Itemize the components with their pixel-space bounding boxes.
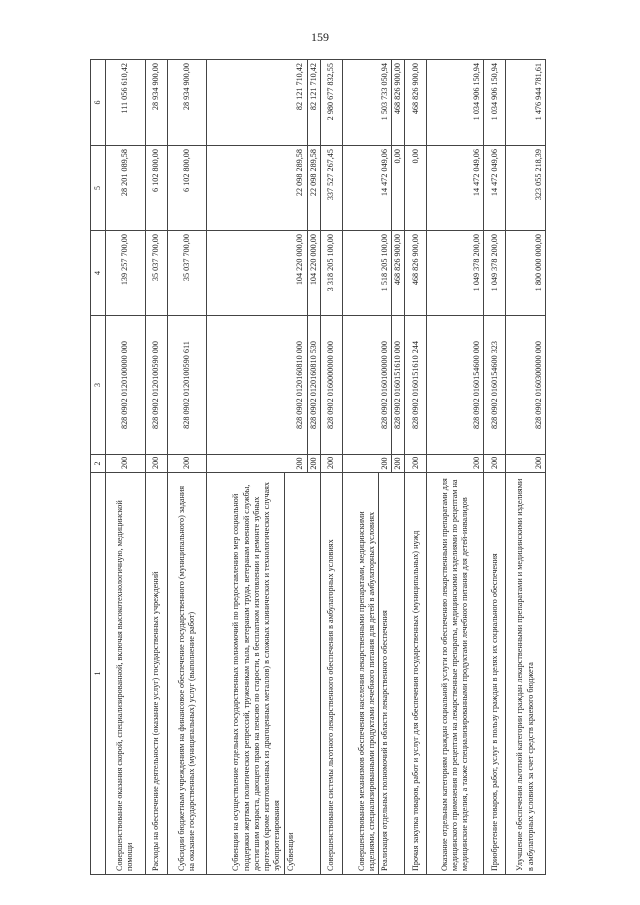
row-value-4: 139 257 700,00 bbox=[106, 231, 146, 316]
table-row bbox=[343, 60, 405, 875]
row-kbk: 828 0902 0120100590 611 bbox=[167, 316, 207, 455]
row-value-6-stack bbox=[207, 60, 321, 146]
row-value-4: 468 826 900,00 bbox=[391, 231, 404, 315]
row-value-5: 22 098 289,58 bbox=[295, 149, 305, 197]
row-kbk-stack bbox=[207, 316, 321, 455]
table-row bbox=[427, 60, 484, 875]
header-cell: 2 bbox=[91, 455, 106, 473]
row-value-4: 104 220 000,00 bbox=[307, 231, 320, 315]
row-code-stack bbox=[207, 455, 321, 473]
row-value-5: 22 098 289,58 bbox=[307, 146, 320, 230]
row-code: 200 bbox=[320, 455, 342, 473]
row-name: Расходы на обеспечение деятельности (оказание услуг) государственных учреждений bbox=[145, 473, 167, 875]
row-value-5: 0,00 bbox=[405, 146, 427, 231]
row-name: Оказание отдельным категориям граждан социальной услуги по обеспечению лекарственными препаратами для медицинского применения по рецептам на лекарственные препараты, медицинскими изделиями по рецептам на медицинские изделия, а также специализированными продуктами лечебного питания для детей-инвалидов bbox=[427, 473, 484, 875]
row-kbk: 828 0902 0160154600 323 bbox=[484, 316, 506, 455]
page-number: 159 bbox=[311, 30, 329, 44]
row-value-6: 1 476 944 781,61 bbox=[506, 60, 546, 146]
row-kbk: 828 0902 0160154600 000 bbox=[427, 316, 484, 455]
budget-table bbox=[90, 59, 546, 875]
row-kbk: 828 0902 0160000000 000 bbox=[320, 316, 342, 455]
row-kbk: 828 0902 0120160810 530 bbox=[307, 316, 320, 454]
rotated-table-wrapper bbox=[90, 60, 546, 875]
row-name: Субвенции на осуществление отдельных государственных полномочий по предоставлению мер социальной поддержки жертвам политических репрессий, труженикам тыла, ветеранам труда, ветеранам военной службы, достигшим возраста, дающего право на пенсию по старости, в бесплатном изготовлении и ремонте зубных протезов (кроме изготовленных из драгоценных металлов) в сложных клинических и технологических случаях зубопротезирования bbox=[231, 481, 282, 871]
header-cell: 6 bbox=[91, 60, 106, 146]
row-value-4: 104 220 000,00 bbox=[295, 234, 305, 286]
table-row bbox=[506, 60, 546, 875]
header-cell: 4 bbox=[91, 231, 106, 316]
row-value-4: 468 826 900,00 bbox=[405, 231, 427, 316]
row-name: Реализация отдельных полномочий в области лекарственного обеспечения bbox=[378, 473, 391, 874]
row-value-6: 1 034 906 150,94 bbox=[427, 60, 484, 146]
row-value-4: 1 518 205 100,00 bbox=[379, 234, 389, 292]
row-value-6: 1 503 733 050,94 bbox=[379, 63, 389, 121]
row-code: 200 bbox=[427, 455, 484, 473]
row-value-5: 28 201 089,58 bbox=[106, 146, 146, 231]
row-code: 200 bbox=[145, 455, 167, 473]
table-row bbox=[207, 60, 321, 875]
row-name-stack bbox=[207, 473, 321, 875]
row-kbk: 828 0902 0120100590 000 bbox=[145, 316, 167, 455]
row-value-4: 1 049 378 200,00 bbox=[427, 231, 484, 316]
row-kbk: 828 0902 0160151610 244 bbox=[405, 316, 427, 455]
row-value-4: 35 037 700,00 bbox=[167, 231, 207, 316]
row-code: 200 bbox=[506, 455, 546, 473]
table-row bbox=[405, 60, 427, 875]
row-name: Прочая закупка товаров, работ и услуг для обеспечения государственных (муниципальных) нужд bbox=[405, 473, 427, 875]
row-code: 200 bbox=[379, 457, 389, 470]
row-value-6: 28 934 900,00 bbox=[167, 60, 207, 146]
table-row bbox=[484, 60, 506, 875]
row-code: 200 bbox=[391, 455, 404, 472]
row-value-5: 0,00 bbox=[391, 146, 404, 230]
row-value-4: 3 318 205 100,00 bbox=[320, 231, 342, 316]
row-value-6: 468 826 900,00 bbox=[405, 60, 427, 146]
row-value-6: 82 121 710,42 bbox=[307, 60, 320, 145]
row-value-5-stack bbox=[343, 146, 405, 231]
row-value-5: 14 472 049,06 bbox=[427, 146, 484, 231]
row-value-5: 14 472 049,06 bbox=[379, 149, 389, 197]
table-row bbox=[167, 60, 207, 875]
row-value-4-stack bbox=[343, 231, 405, 316]
row-code: 200 bbox=[307, 455, 320, 472]
row-value-5-stack bbox=[207, 146, 321, 231]
row-value-6: 1 034 906 150,94 bbox=[484, 60, 506, 146]
row-kbk-stack bbox=[343, 316, 405, 455]
row-code: 200 bbox=[484, 455, 506, 473]
row-name: Улучшение обеспечения льготной категории граждан лекарственными препаратами и медицинскими изделиями в амбулаторных условиях за счет средств краевого бюджета bbox=[506, 473, 546, 875]
row-name: Приобретение товаров, работ, услуг в пользу граждан в целях их социального обеспечения bbox=[484, 473, 506, 875]
row-value-6: 2 980 677 832,55 bbox=[320, 60, 342, 146]
header-cell: 1 bbox=[91, 473, 106, 875]
row-value-6: 111 056 610,42 bbox=[106, 60, 146, 146]
row-value-6: 468 826 900,00 bbox=[391, 60, 404, 145]
row-value-5: 6 102 800,00 bbox=[145, 146, 167, 231]
row-code: 200 bbox=[106, 455, 146, 473]
table-header-row bbox=[91, 60, 106, 875]
row-value-5: 6 102 800,00 bbox=[167, 146, 207, 231]
row-code: 200 bbox=[295, 457, 305, 470]
row-value-5: 337 527 267,45 bbox=[320, 146, 342, 231]
row-value-4: 1 800 000 000,00 bbox=[506, 231, 546, 316]
row-code-stack bbox=[343, 455, 405, 473]
row-name: Субсидии бюджетным учреждениям на финансовое обеспечение государственного (муниципального) задания на оказание государственных (муниципальных) услуг (выполнение работ) bbox=[167, 473, 207, 875]
row-code: 200 bbox=[405, 455, 427, 473]
row-value-6: 28 934 900,00 bbox=[145, 60, 167, 146]
row-value-4: 35 037 700,00 bbox=[145, 231, 167, 316]
row-value-5: 323 055 218,39 bbox=[506, 146, 546, 231]
row-kbk: 828 0902 0120100000 000 bbox=[106, 316, 146, 455]
header-cell: 5 bbox=[91, 146, 106, 231]
table-row bbox=[145, 60, 167, 875]
row-value-5: 14 472 049,06 bbox=[484, 146, 506, 231]
row-name: Совершенствование системы льготного лекарственного обеспечения в амбулаторных условиях bbox=[320, 473, 342, 875]
header-cell: 3 bbox=[91, 316, 106, 455]
table-row bbox=[320, 60, 342, 875]
row-name: Субвенции bbox=[284, 473, 297, 874]
row-value-6-stack bbox=[343, 60, 405, 146]
row-name-stack bbox=[343, 473, 405, 875]
row-name: Совершенствование механизмов обеспечения населения лекарственными препаратами, медицинскими изделиями, специализированными продуктами лечебного питания для детей в амбулаторных условиях bbox=[356, 511, 376, 871]
row-kbk: 828 0902 0160151610 000 bbox=[391, 316, 404, 454]
row-value-4-stack bbox=[207, 231, 321, 316]
row-name: Совершенствование оказания скорой, специализированной, включая высокотехнологичную, медицинской помощи bbox=[106, 473, 146, 875]
row-kbk: 828 0902 0120160810 000 bbox=[295, 341, 305, 430]
table-row bbox=[106, 60, 146, 875]
row-kbk: 828 0902 0160300000 000 bbox=[506, 316, 546, 455]
row-value-4: 1 049 378 200,00 bbox=[484, 231, 506, 316]
row-code: 200 bbox=[167, 455, 207, 473]
row-kbk: 828 0902 0160100000 000 bbox=[379, 341, 389, 430]
row-value-6: 82 121 710,42 bbox=[295, 63, 305, 111]
